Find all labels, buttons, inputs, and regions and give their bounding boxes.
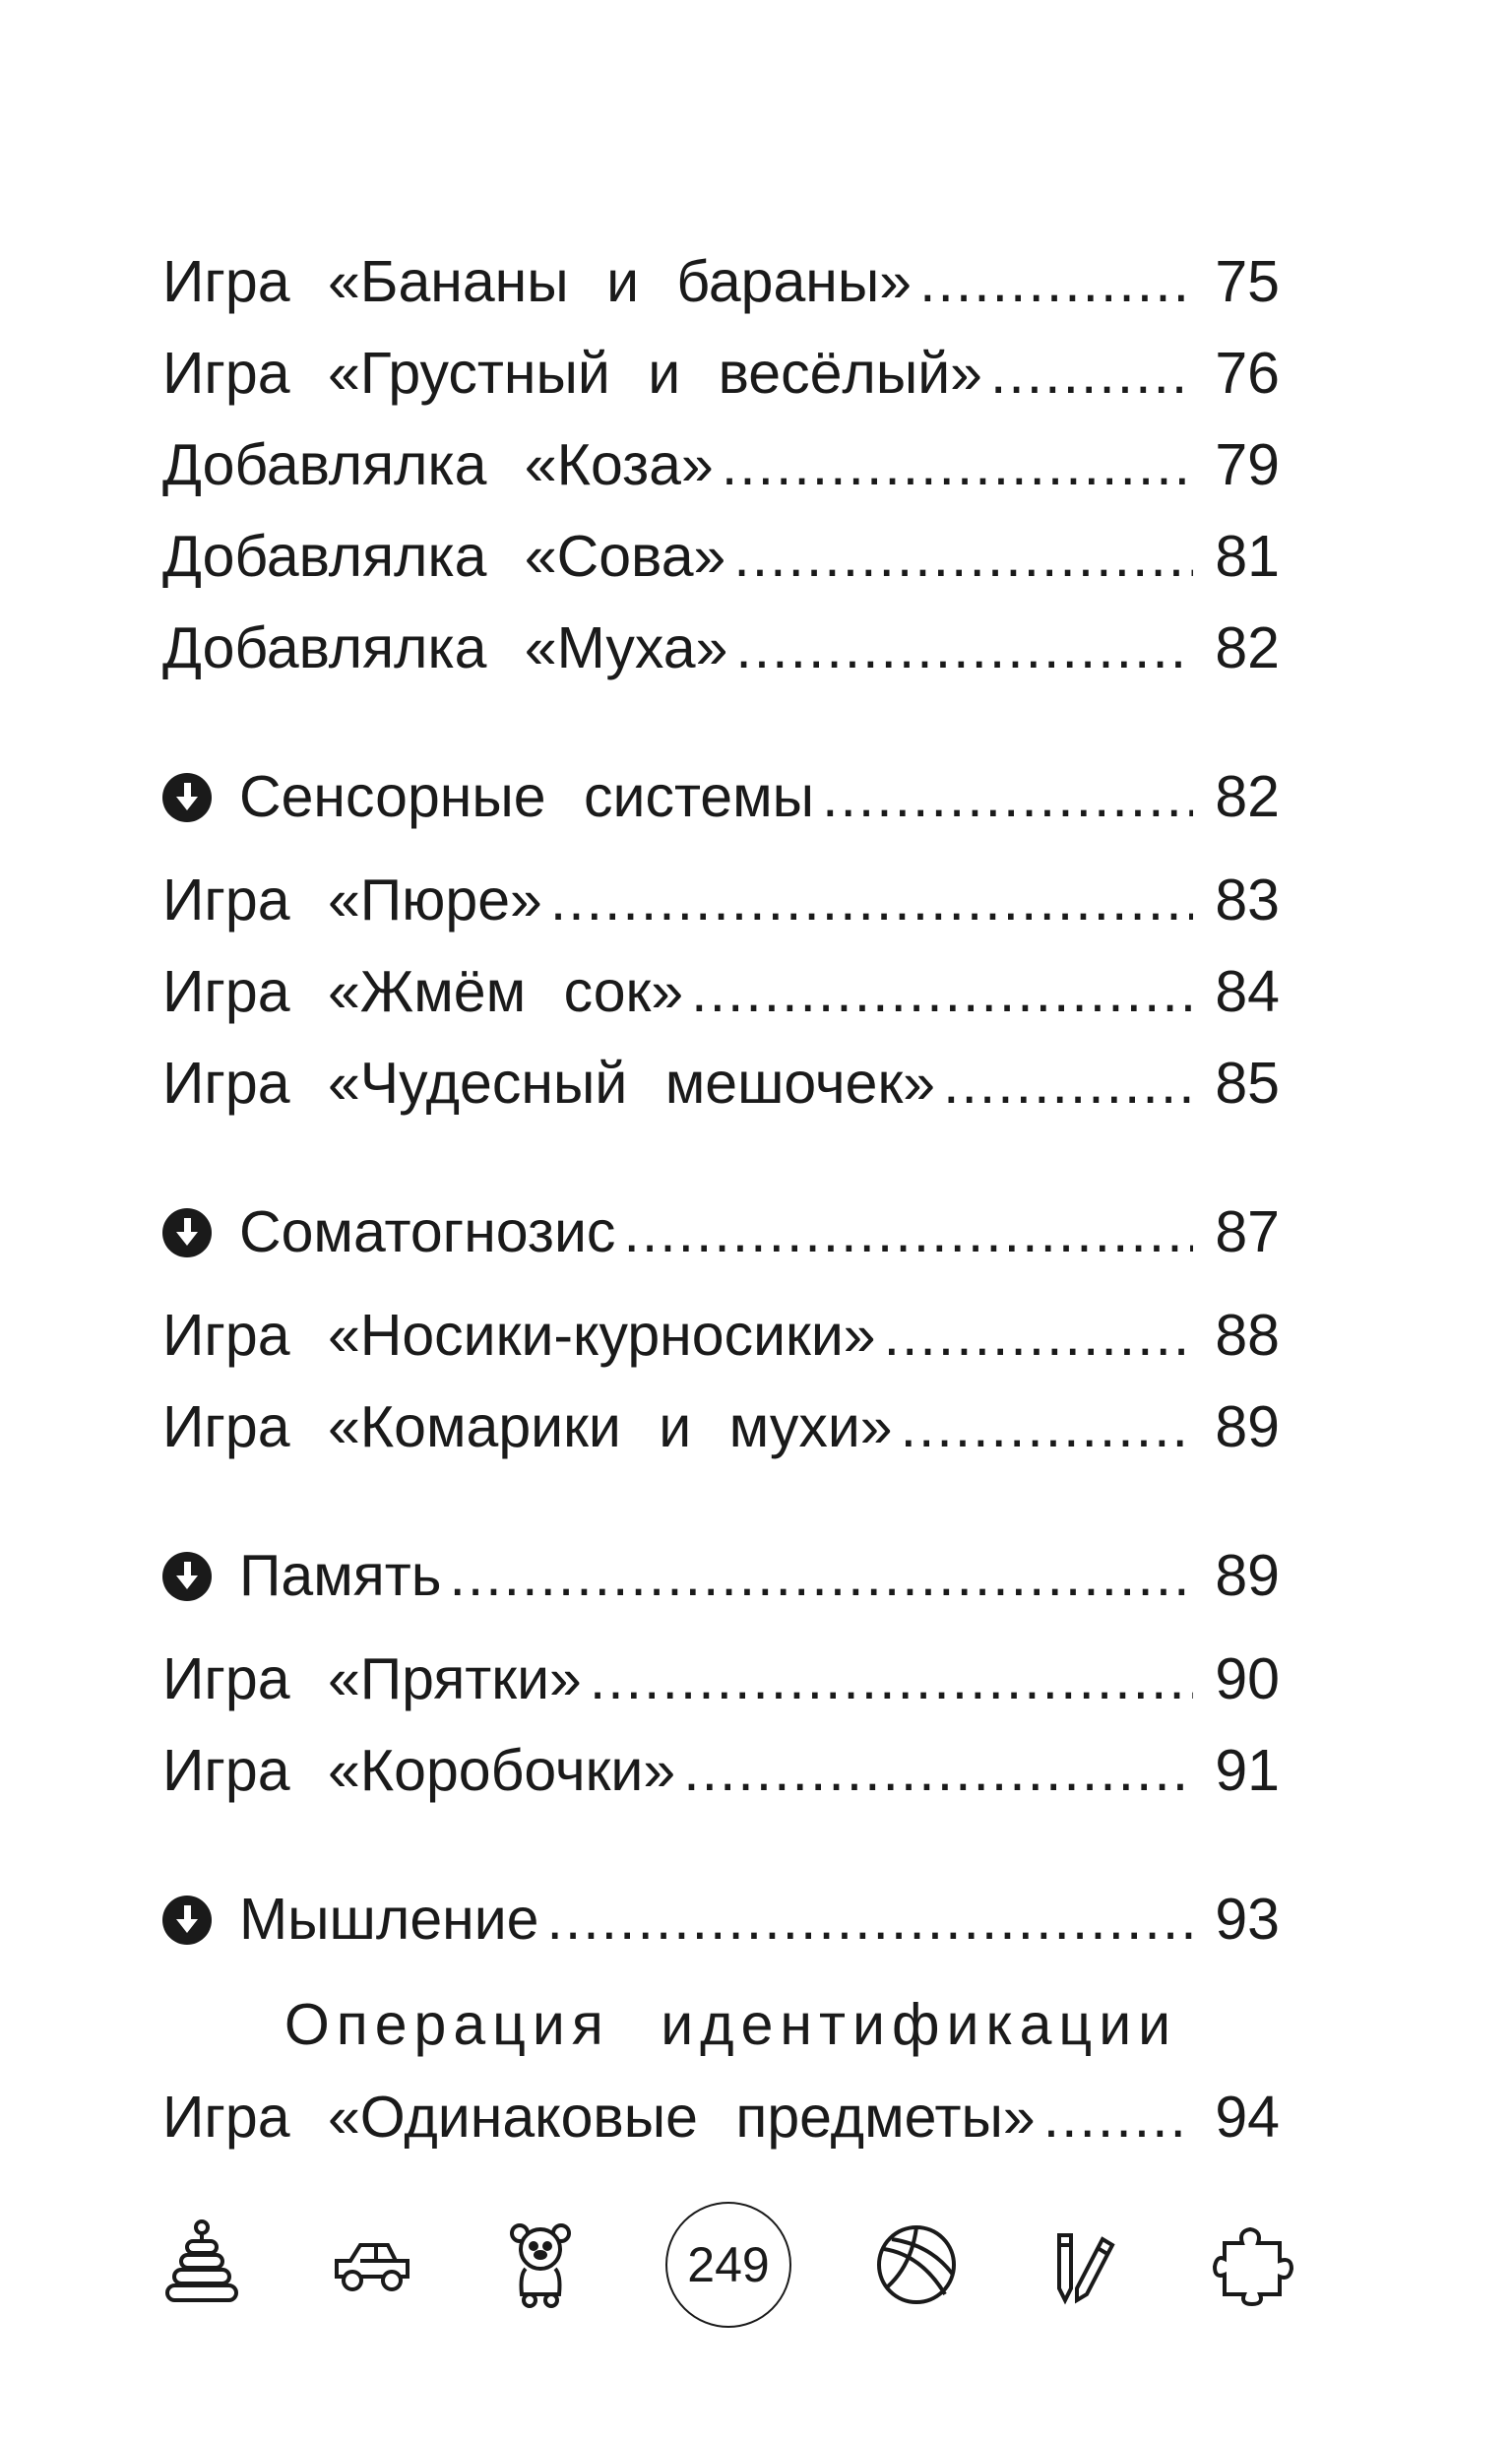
dot-leader [919, 236, 1193, 328]
dot-leader [884, 1290, 1193, 1382]
page-number: 249 [665, 2202, 791, 2328]
toc-entry-title: Игра «Носики-курносики» [162, 1303, 876, 1368]
toc-entry[interactable] [162, 603, 1280, 694]
toc-entry-page: 84 [1215, 959, 1280, 1024]
dot-leader [683, 1725, 1193, 1817]
toc-entry-page: 88 [1215, 1303, 1280, 1368]
toc-entry[interactable] [162, 1634, 1280, 1725]
toc-section-memory[interactable] [162, 1530, 1280, 1622]
toc-section-page: 93 [1215, 1887, 1280, 1952]
arrow-down-circle-icon [162, 773, 212, 822]
toc-section-title: Соматогнозис [239, 1199, 616, 1264]
dot-leader [733, 511, 1193, 603]
toc-section-page: 82 [1215, 764, 1280, 829]
toc-entry-page: 90 [1215, 1646, 1280, 1711]
dot-leader [623, 1187, 1193, 1278]
teddy-bear-icon [496, 2216, 585, 2314]
toc-entry[interactable] [162, 1290, 1280, 1382]
toc-entry-page: 75 [1215, 249, 1280, 314]
toc-section-title: Сенсорные системы [239, 764, 815, 829]
arrow-down-circle-icon [162, 1208, 212, 1257]
toc-entry-title: Игра «Комарики и мухи» [162, 1394, 893, 1459]
ball-icon [872, 2216, 961, 2314]
dot-leader [990, 328, 1193, 419]
dot-leader [1043, 2072, 1193, 2163]
dot-leader [546, 1874, 1193, 1965]
toc-entry[interactable] [162, 2072, 1280, 2163]
toc-entry-title: Добавлялка «Сова» [162, 524, 726, 589]
toc-section-page: 87 [1215, 1199, 1280, 1264]
page-footer [158, 2196, 1299, 2334]
toc-entry-page: 83 [1215, 868, 1280, 932]
dot-leader [590, 1634, 1193, 1725]
toc-section-title: Мышление [239, 1887, 539, 1952]
toc-entry-title: Добавлялка «Муха» [162, 615, 728, 680]
toc-entry-title: Игра «Жмём сок» [162, 959, 684, 1024]
toc-entry-page: 91 [1215, 1738, 1280, 1803]
toc-entry[interactable] [162, 236, 1280, 328]
pyramid-toy-icon [158, 2216, 246, 2314]
toc-entry[interactable] [162, 328, 1280, 419]
dot-leader [822, 751, 1193, 843]
toc-entry-page: 89 [1215, 1394, 1280, 1459]
toc-entry-title: Игра «Одинаковые предметы» [162, 2085, 1036, 2150]
dot-leader [735, 603, 1193, 694]
dot-leader [691, 946, 1193, 1038]
arrow-down-circle-icon [162, 1896, 212, 1945]
toc-section-title: Память [239, 1543, 442, 1608]
toc-entry[interactable] [162, 1382, 1280, 1473]
toc-entry[interactable] [162, 419, 1280, 511]
dot-leader [901, 1382, 1193, 1473]
toc-entry-title: Игра «Бананы и бараны» [162, 249, 913, 314]
toc-entry-page: 81 [1215, 524, 1280, 589]
toc-entry-title: Игра «Грустный и весёлый» [162, 341, 982, 406]
toc-entry-page: 76 [1215, 341, 1280, 406]
arrow-down-circle-icon [162, 1552, 212, 1601]
dot-leader [450, 1530, 1194, 1622]
toy-car-icon [327, 2216, 415, 2314]
toc-entry-title: Добавлялка «Коза» [162, 432, 714, 497]
dot-leader [722, 419, 1193, 511]
toc-entry-page: 82 [1215, 615, 1280, 680]
toc-entry[interactable] [162, 946, 1280, 1038]
toc-entry-page: 85 [1215, 1051, 1280, 1116]
toc-entry-title: Игра «Прятки» [162, 1646, 582, 1711]
dot-leader [943, 1038, 1193, 1129]
toc-subheading: Операция идентификации [284, 1992, 1178, 2057]
toc-entry[interactable] [162, 1038, 1280, 1129]
toc-entry-page: 79 [1215, 432, 1280, 497]
toc-entry-page: 94 [1215, 2085, 1280, 2150]
toc-entry[interactable] [162, 511, 1280, 603]
toc-entry-title: Игра «Коробочки» [162, 1738, 676, 1803]
pencils-icon [1041, 2216, 1130, 2314]
toc-entry[interactable] [162, 1725, 1280, 1817]
puzzle-piece-icon [1211, 2216, 1299, 2314]
toc-entry-title: Игра «Пюре» [162, 868, 542, 932]
toc-section-thinking[interactable] [162, 1874, 1280, 1965]
table-of-contents [162, 236, 1280, 2163]
toc-section-sensory[interactable] [162, 751, 1280, 843]
dot-leader [550, 855, 1193, 946]
toc-entry[interactable] [162, 855, 1280, 946]
toc-entry-title: Игра «Чудесный мешочек» [162, 1051, 936, 1116]
toc-section-page: 89 [1215, 1543, 1280, 1608]
toc-section-somatognosis[interactable] [162, 1187, 1280, 1278]
